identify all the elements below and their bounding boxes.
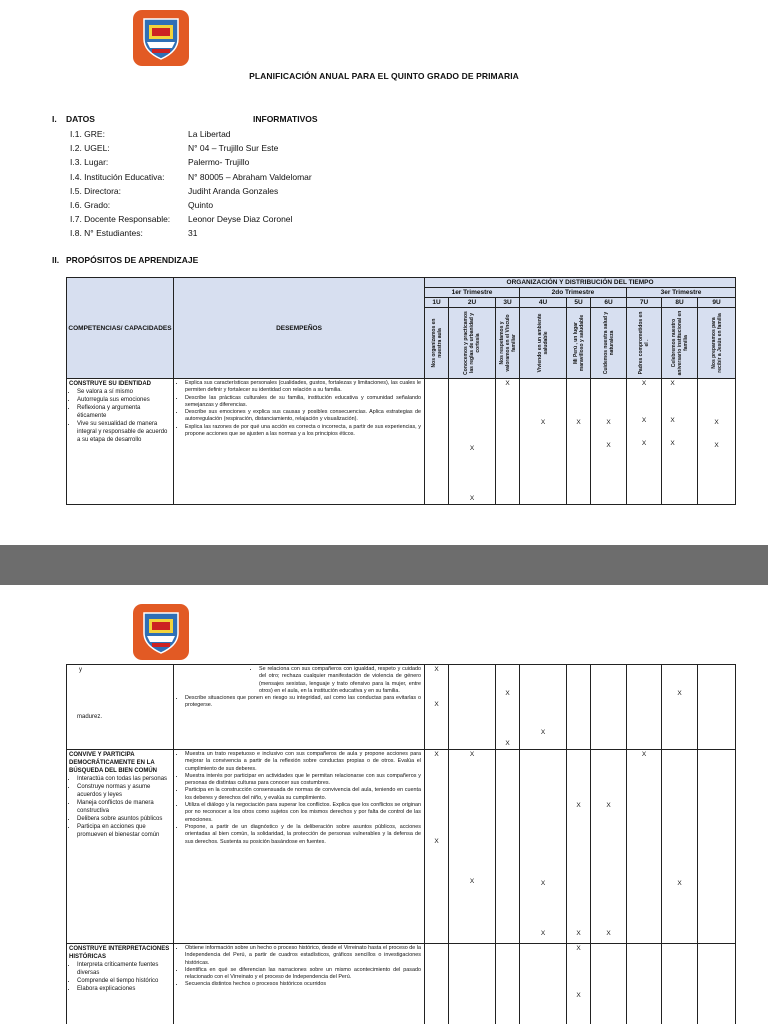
unit-mark-cell	[662, 944, 698, 1024]
competencia-cell: CONVIVE Y PARTICIPA DEMOCRÁTICAMENTE EN LA BÚSQUEDA DEL BIEN COMÚN • Interactúa con todas las personas • Construye normas y asume acuerdos y leyes • Maneja conflictos de manera constructiva • Delibera sobre asuntos públicos • Participa en acciones que promueven el bienestar común	[67, 750, 174, 944]
info-list	[70, 127, 312, 241]
unit-mark-cell: X	[662, 665, 698, 750]
unit-mark-cell: X	[567, 379, 591, 505]
unit-title: Nos organizamos en nuestra aula	[425, 308, 449, 379]
table-row	[67, 379, 736, 505]
unit-mark-cell	[591, 944, 627, 1024]
unit-mark-cell	[496, 750, 520, 944]
info-row: I.7. Docente Responsable: Leonor Deyse Diaz Coronel	[70, 214, 293, 225]
trimestre-header: 3er Trimestre	[627, 288, 736, 298]
desempeno-cell: • Muestra un trato respetuoso e inclusivo con sus compañeros de aula y propone acciones para mejorar la convivencia a partir de la reflexión sobre conductas propias o de otros. Evalúa el cumplimiento de sus deberes. • Muestra interés por participar en actividades que le permitan relacionarse con sus compañeros y personas de distintas culturas para conocer sus costumbres. • Participa en la construcción consensuada de normas de convivencia del aula, teniendo en cuenta los deberes y derechos del niño, y evalúa su cumplimiento. • Utiliza el diálogo y la negociación para superar los conflictos. Explica que los conflictos se originan por no reconocer a los otros como sujetos con los mismos derechos y por falta de control de las emociones. • Propone, a partir de un diagnóstico y de la deliberación sobre asuntos públicos, acciones orientadas al bien común, la solidaridad, la protección de personas vulnerables y la defensa de sus derechos. Sustenta su posición basándose en fuentes.	[174, 750, 425, 944]
unit-mark-cell: X X	[591, 750, 627, 944]
section-propositos-heading: II. PROPÓSITOS DE APRENDIZAJE	[52, 255, 199, 265]
unit-mark-cell: X	[627, 750, 662, 944]
unit-mark-cell: X X X	[662, 379, 698, 505]
unit-mark-cell: X	[520, 379, 567, 505]
unit-mark-cell: X X	[698, 379, 736, 505]
unit-header: 1U	[425, 298, 449, 308]
unit-mark-cell	[591, 665, 627, 750]
unit-title: Viviendo en un ambiente saludable	[520, 308, 567, 379]
unit-mark-cell	[425, 944, 449, 1024]
unit-title: Celebremos nuestro aniversario institucional en familia	[662, 308, 698, 379]
unit-mark-cell: X	[520, 665, 567, 750]
unit-title: Cuidemos nuestra salud y naturaleza	[591, 308, 627, 379]
unit-mark-cell: X	[662, 750, 698, 944]
trimestre-header: 2do Trimestre	[520, 288, 627, 298]
unit-title: Nos respetamos y valoramos en el Vínculo familiar	[496, 308, 520, 379]
unit-mark-cell: X X	[449, 750, 496, 944]
unit-mark-cell: X X	[567, 750, 591, 944]
unit-title: Nos preparamos para recibir a Jesús en familia	[698, 308, 736, 379]
school-logo	[132, 9, 190, 67]
unit-mark-cell: X X	[591, 379, 627, 505]
desempeno-cell: • Obtiene información sobre un hecho o proceso histórico, desde el Virreinato hasta el proceso de la Independencia del Perú, a partir de cuadros estadísticos, gráficos sencillos o investigaciones históricas. • Identifica en qué se diferencian las narraciones sobre un mismo acontecimiento del pasado relacionado con el Virreinato y el proceso de Independencia del Perú. • Secuencia distintos hechos o procesos históricos ocurridos	[174, 944, 425, 1024]
organizacion-header: ORGANIZACIÓN Y DISTRIBUCIÓN DEL TIEMPO	[425, 278, 736, 288]
unit-mark-cell	[698, 944, 736, 1024]
trimestre-header: 1er Trimestre	[425, 288, 520, 298]
info-row: I.4. Institución Educativa: N° 80005 – Abraham Valdelomar	[70, 171, 312, 182]
planning-table-page2	[66, 664, 736, 1024]
section-informativos-heading: INFORMATIVOS	[253, 114, 318, 124]
unit-mark-cell: X X	[425, 665, 449, 750]
table-row	[67, 944, 736, 1024]
competencias-header: COMPETENCIAS/ CAPACIDADES	[67, 278, 174, 379]
info-row: I.8. N° Estudiantes: 31	[70, 228, 198, 239]
desempeno-cell: • Explica sus características personales (cualidades, gustos, fortalezas y limitaciones), las cuales le permiten definir y fortalecer su identidad con relación a su familia. • Describe las prácticas culturales de su familia, institución educativa y comunidad señalando semejanzas y diferencias. • Describe sus emociones y explica sus causas y posibles consecuencias. Aplica estrategias de autorregulación (respiración, distanciamiento, relajación y visualización). • Explica las razones de por qué una acción es correcta o incorrecta, a partir de sus experiencias, y propone acciones que se ajusten a las normas y a los principios éticos.	[174, 379, 425, 505]
info-row: I.1. GRE: La Libertad	[70, 129, 231, 139]
section-datos-heading: I. DATOS	[52, 114, 95, 124]
competencia-cell: y madurez.	[67, 665, 174, 750]
unit-header: 6U	[591, 298, 627, 308]
info-row: I.6. Grado: Quinto	[70, 199, 214, 210]
unit-mark-cell	[567, 665, 591, 750]
table-row	[67, 750, 736, 944]
unit-mark-cell	[449, 944, 496, 1024]
unit-mark-cell: X X	[496, 665, 520, 750]
unit-title: Padres comprometidos en el .	[627, 308, 662, 379]
unit-mark-cell: X X	[520, 750, 567, 944]
unit-header: 3U	[496, 298, 520, 308]
desempeno-cell: • Se relaciona con sus compañeros con igualdad, respeto y cuidado del otro; rechaza cualquier manifestación de violencia de género (mensajes sexistas, lenguaje y trato ofensivo para la mujer, entre otros) en el aula, en la institución educativa y en su familia. • Describe situaciones que ponen en riesgo su integridad, así como las conductas para evitarlas o protegerse.	[174, 665, 425, 750]
unit-mark-cell	[425, 379, 449, 505]
competencia-cell: CONSTRUYE SU IDENTIDAD • Se valora a sí mismo • Autorregula sus emociones • Reflexiona y argumenta éticamente • Vive su sexualidad de manera integral y responsable de acuerdo a su etapa de desarrollo	[67, 379, 174, 505]
unit-mark-cell: X X	[425, 750, 449, 944]
unit-header: 7U	[627, 298, 662, 308]
unit-title: Mi Perú , un lugar maravilloso y saludable	[567, 308, 591, 379]
unit-mark-cell: X X	[449, 379, 496, 505]
unit-mark-cell	[520, 944, 567, 1024]
competencia-cell: CONSTRUYE INTERPRETACIONES HISTÓRICAS • Interpreta críticamente fuentes diversas • Comprende el tiempo histórico • Elabora explicaciones	[67, 944, 174, 1024]
unit-mark-cell	[449, 665, 496, 750]
unit-header: 5U	[567, 298, 591, 308]
school-logo	[132, 603, 190, 661]
unit-header: 8U	[662, 298, 698, 308]
info-row: I.2. UGEL: N° 04 – Trujillo Sur Este	[70, 143, 279, 154]
unit-title: Conocemos y practicamos las reglas de urbanidad y cortesía	[449, 308, 496, 379]
unit-mark-cell	[627, 665, 662, 750]
info-row: I.3. Lugar: Palermo- Trujillo	[70, 157, 250, 168]
unit-mark-cell	[698, 750, 736, 944]
document-page-2	[0, 585, 768, 1024]
unit-mark-cell: X X	[567, 944, 591, 1024]
document-title: PLANIFICACIÓN ANUAL PARA EL QUINTO GRADO DE PRIMARIA	[249, 71, 519, 81]
info-row: I.5. Directora: Judiht Aranda Gonzales	[70, 185, 279, 196]
unit-mark-cell: X	[496, 379, 520, 505]
unit-mark-cell	[627, 944, 662, 1024]
planning-table-page1	[66, 277, 736, 505]
desempenos-header: DESEMPEÑOS	[174, 278, 425, 379]
unit-header: 4U	[520, 298, 567, 308]
table-row	[67, 665, 736, 750]
unit-mark-cell	[698, 665, 736, 750]
unit-mark-cell: X X X	[627, 379, 662, 505]
unit-header: 2U	[449, 298, 496, 308]
unit-mark-cell	[496, 944, 520, 1024]
unit-header: 9U	[698, 298, 736, 308]
